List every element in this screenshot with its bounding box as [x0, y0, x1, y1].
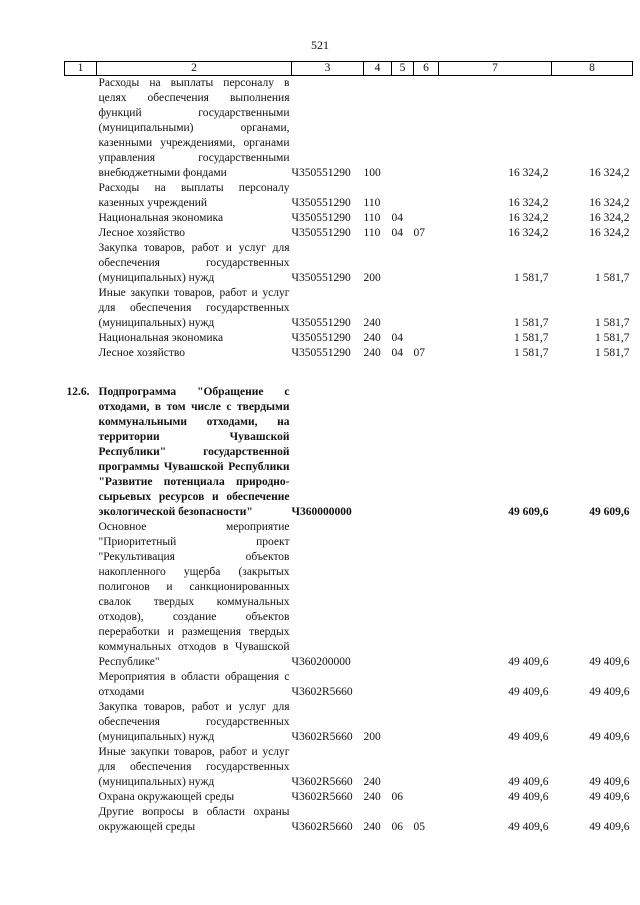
row-index [65, 805, 97, 835]
header-cell: 1 [65, 62, 97, 76]
row-amount-2: 1 581,7 [595, 272, 630, 284]
row-col4: 200 [363, 272, 381, 284]
row-col5 [392, 286, 414, 331]
row-col6 [414, 76, 439, 182]
row-col6 [414, 385, 439, 520]
row-col4 [364, 520, 392, 670]
row-index [65, 331, 97, 346]
spacer-row [65, 361, 633, 385]
row-col4 [364, 385, 392, 520]
header-cell: 8 [552, 62, 633, 76]
row-amount-2: 49 409,6 [589, 731, 630, 743]
row-description: Закупка товаров, работ и услуг для обеспечения государственных (муниципальных) нужд [98, 701, 290, 743]
row-code: Ч3602R5660 [291, 821, 353, 833]
table-row [65, 670, 633, 700]
row-amount-1: 49 409,6 [508, 821, 549, 833]
row-code: Ч350551290 [291, 212, 351, 224]
row-amount-1: 1 581,7 [514, 347, 549, 359]
row-description: Расходы на выплаты персоналу казенных учреждений [98, 182, 290, 209]
table-row [65, 520, 633, 670]
row-code: Ч350551290 [291, 347, 351, 359]
row-amount-2: 49 409,6 [589, 686, 630, 698]
row-col5 [392, 241, 414, 286]
row-description: Охрана окружающей среды [98, 791, 235, 803]
row-col5 [392, 385, 414, 520]
row-amount-1: 16 324,2 [508, 227, 549, 239]
row-amount-2: 49 409,6 [589, 656, 630, 668]
row-col4: 240 [363, 317, 381, 329]
row-col6: 07 [413, 227, 425, 239]
row-index [65, 670, 97, 700]
row-index [65, 76, 97, 182]
table-row [65, 226, 633, 241]
row-col4: 240 [363, 776, 381, 788]
budget-table [64, 61, 633, 835]
row-col5: 04 [391, 212, 403, 224]
table-row [65, 211, 633, 226]
row-code: Ч350551290 [291, 317, 351, 329]
row-col4 [364, 670, 392, 700]
row-col6 [414, 181, 439, 211]
table-row [65, 790, 633, 805]
row-amount-1: 1 581,7 [514, 332, 549, 344]
row-col6: 05 [413, 821, 425, 833]
row-amount-1: 49 409,6 [508, 731, 549, 743]
row-index [65, 346, 97, 361]
row-amount-1: 16 324,2 [508, 197, 549, 209]
header-cell: 4 [364, 62, 392, 76]
row-description: Основное мероприятие "Приоритетный проект "Рекультивация объектов накопленного ущерба (закрытых полигонов и санкционированных свалок твердых коммунальных отходов), создание объектов переработки и размещения твердых коммунальных отходов в Чувашской Республике" [98, 521, 290, 668]
row-col6 [414, 670, 439, 700]
row-amount-1: 16 324,2 [508, 167, 549, 179]
row-description: Национальная экономика [98, 212, 224, 224]
row-index [65, 790, 97, 805]
row-col4: 100 [363, 167, 381, 179]
table-row [65, 286, 633, 331]
row-amount-1: 49 409,6 [508, 686, 549, 698]
row-description: Другие вопросы в области охраны окружающей среды [98, 806, 290, 833]
row-col4: 110 [363, 197, 381, 209]
row-code: Ч3602R5660 [291, 686, 353, 698]
row-description: Национальная экономика [98, 332, 224, 344]
row-code: Ч3602R5660 [291, 776, 353, 788]
row-col5 [392, 700, 414, 745]
row-description: Иные закупки товаров, работ и услуг для обеспечения государственных (муниципальных) нужд [98, 287, 290, 329]
row-index [65, 211, 97, 226]
row-col6 [414, 700, 439, 745]
spacer-cell [65, 361, 633, 385]
row-amount-2: 49 409,6 [589, 791, 630, 803]
row-col4: 110 [363, 212, 381, 224]
row-amount-2: 49 409,6 [589, 821, 630, 833]
row-code: Ч360200000 [291, 656, 351, 668]
row-index [65, 745, 97, 790]
row-code: Ч3602R5660 [291, 791, 353, 803]
row-amount-1: 49 409,6 [508, 776, 549, 788]
row-code: Ч350551290 [291, 167, 351, 179]
row-description: Лесное хозяйство [98, 347, 186, 359]
row-amount-1: 1 581,7 [514, 317, 549, 329]
row-col5: 04 [391, 332, 403, 344]
row-code: Ч350551290 [291, 272, 351, 284]
row-col5: 04 [391, 227, 403, 239]
row-col6 [414, 745, 439, 790]
table-row [65, 346, 633, 361]
row-col5 [392, 181, 414, 211]
row-col6 [414, 520, 439, 670]
row-amount-1: 49 409,6 [508, 656, 549, 668]
row-col6 [414, 211, 439, 226]
header-cell: 5 [392, 62, 414, 76]
header-cell: 3 [292, 62, 364, 76]
table-row [65, 181, 633, 211]
row-description: Лесное хозяйство [98, 227, 186, 239]
row-index [65, 286, 97, 331]
row-code: Ч350551290 [291, 197, 351, 209]
row-col6 [414, 790, 439, 805]
table-row [65, 241, 633, 286]
row-col4: 240 [363, 821, 381, 833]
row-description: Мероприятия в области обращения с отходами [98, 671, 290, 698]
row-col5: 06 [391, 791, 403, 803]
row-index [65, 241, 97, 286]
table-row [65, 331, 633, 346]
table-row [65, 385, 633, 520]
row-amount-1: 1 581,7 [514, 272, 549, 284]
table-row [65, 745, 633, 790]
row-col5 [392, 670, 414, 700]
row-amount-2: 49 409,6 [589, 776, 630, 788]
table-row [65, 700, 633, 745]
row-code: Ч3602R5660 [291, 731, 353, 743]
row-amount-1: 49 609,6 [508, 506, 549, 518]
row-amount-2: 16 324,2 [589, 212, 630, 224]
row-index [65, 700, 97, 745]
row-amount-2: 16 324,2 [589, 167, 630, 179]
row-col6 [414, 331, 439, 346]
header-cell: 6 [414, 62, 439, 76]
row-amount-1: 49 409,6 [508, 791, 549, 803]
row-description: Закупка товаров, работ и услуг для обеспечения государственных (муниципальных) нужд [98, 242, 290, 284]
row-amount-2: 16 324,2 [589, 197, 630, 209]
row-amount-2: 16 324,2 [589, 227, 630, 239]
row-col5: 04 [391, 347, 403, 359]
row-col6: 07 [413, 347, 425, 359]
table-row [65, 805, 633, 835]
row-index [65, 520, 97, 670]
row-amount-2: 1 581,7 [595, 332, 630, 344]
row-amount-2: 1 581,7 [595, 347, 630, 359]
row-code: Ч360000000 [291, 506, 352, 518]
page-number: 521 [311, 38, 329, 52]
row-code: Ч350551290 [291, 227, 351, 239]
row-col6 [414, 286, 439, 331]
row-amount-2: 1 581,7 [595, 317, 630, 329]
row-col5: 06 [391, 821, 403, 833]
row-description: Подпрограмма "Обращение с отходами, в том числе с твердыми коммунальными отходами, на территории Чувашской Республики" государственной программы Чувашской Республики "Развитие потенциала природно-сырьевых ресурсов и обеспечение экологической безопасности" [98, 386, 290, 518]
header-cell: 2 [97, 62, 292, 76]
row-col4: 240 [363, 332, 381, 344]
row-description: Расходы на выплаты персоналу в целях обеспечения выполнения функций государственными (муниципальными) органами, казенными учреждениями, органами управления государственными внебюджетными фондами [98, 77, 290, 179]
row-col4: 200 [363, 731, 381, 743]
row-col5 [392, 520, 414, 670]
row-col5 [392, 745, 414, 790]
row-col4: 240 [363, 791, 381, 803]
row-col6 [414, 241, 439, 286]
header-cell: 7 [439, 62, 552, 76]
row-index [65, 226, 97, 241]
row-index [65, 181, 97, 211]
header-row [65, 62, 633, 76]
table-row [65, 76, 633, 182]
row-index: 12.6. [66, 386, 90, 398]
row-col5 [392, 76, 414, 182]
row-code: Ч350551290 [291, 332, 351, 344]
row-col4: 240 [363, 347, 381, 359]
row-description: Иные закупки товаров, работ и услуг для обеспечения государственных (муниципальных) нужд [98, 746, 290, 788]
row-amount-1: 16 324,2 [508, 212, 549, 224]
row-amount-2: 49 609,6 [589, 506, 630, 518]
row-col4: 110 [363, 227, 381, 239]
